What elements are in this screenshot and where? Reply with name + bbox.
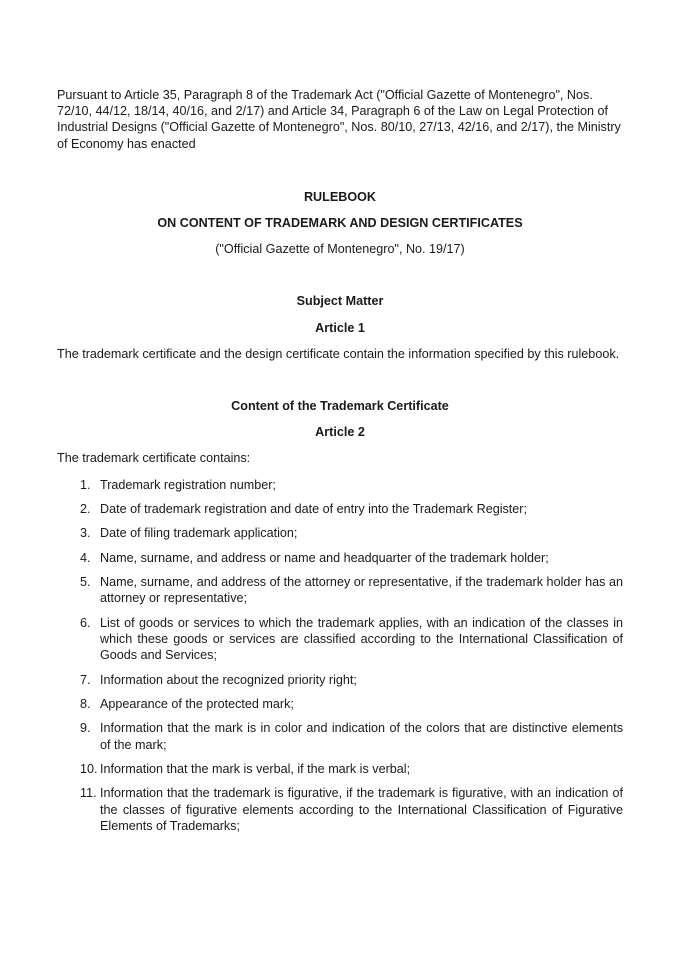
certificate-contents-list (57, 477, 623, 834)
list-text: Trademark registration number; (100, 477, 276, 492)
document-page (57, 87, 623, 842)
list-text: Name, surname, and address of the attorney or representative, if the trademark holder has an attorney or representative; (100, 575, 623, 606)
list-item (57, 525, 623, 541)
list-item (57, 574, 623, 606)
list-number: 6. (80, 615, 91, 630)
section-heading: Subject Matter (296, 294, 384, 309)
list-text: Name, surname, and address or name and headquarter of the trademark holder; (100, 550, 549, 565)
list-item (57, 501, 623, 517)
list-item (57, 477, 623, 493)
article-text: The trademark certificate and the design certificate contain the information specified by this rulebook. (57, 346, 620, 361)
list-text: Date of trademark registration and date of entry into the Trademark Register; (100, 502, 528, 517)
document-subtitle: ON CONTENT OF TRADEMARK AND DESIGN CERTIFICATES (157, 216, 523, 231)
list-number: 2. (80, 502, 91, 517)
article-heading: Article 2 (315, 425, 365, 440)
article-heading: Article 1 (315, 320, 365, 335)
list-item (57, 720, 623, 752)
list-item (57, 672, 623, 688)
list-number: 3. (80, 526, 91, 541)
list-number: 5. (80, 575, 91, 590)
list-item (57, 761, 623, 777)
list-text: Date of filing trademark application; (100, 526, 298, 541)
list-text: Information that the mark is verbal, if the mark is verbal; (100, 761, 411, 776)
list-item (57, 550, 623, 566)
gazette-reference: ("Official Gazette of Montenegro", No. 19/17) (215, 242, 465, 257)
list-text: Information about the recognized priority right; (100, 672, 357, 687)
list-text: List of goods or services to which the trademark applies, with an indication of the classes in which these goods or services are classified according to the International Classification of Goods and Services; (100, 615, 623, 663)
list-text: Information that the trademark is figurative, if the trademark is figurative, with an indication of the classes of figurative elements according to the International Classification of Figurative Elements of Trademarks; (100, 786, 623, 833)
preamble: Pursuant to Article 35, Paragraph 8 of the Trademark Act ("Official Gazette of Montenegro", Nos. 72/10, 44/12, 18/14, 40/16, and 2/17) and Article 34, Paragraph 6 of the Law on Legal Protection of Industrial Designs ("Official Gazette of Montenegro", Nos. 80/10, 27/13, 42/16, and 2/17), the Ministry of Economy has enacted (57, 88, 621, 151)
article-lead: The trademark certificate contains: (57, 451, 251, 466)
list-number: 8. (80, 696, 91, 711)
list-number: 9. (80, 721, 91, 736)
list-text: Appearance of the protected mark; (100, 696, 294, 711)
list-number: 7. (80, 672, 91, 687)
list-item (57, 696, 623, 712)
list-text: Information that the mark is in color and indication of the colors that are distinctive elements of the mark; (100, 721, 623, 752)
list-number: 4. (80, 550, 91, 565)
list-number: 11. (80, 786, 97, 801)
section-heading: Content of the Trademark Certificate (231, 399, 449, 414)
list-item (57, 785, 623, 834)
document-title: RULEBOOK (303, 189, 377, 204)
list-number: 1. (80, 477, 91, 492)
list-number: 10. (80, 761, 98, 776)
list-item (57, 615, 623, 664)
